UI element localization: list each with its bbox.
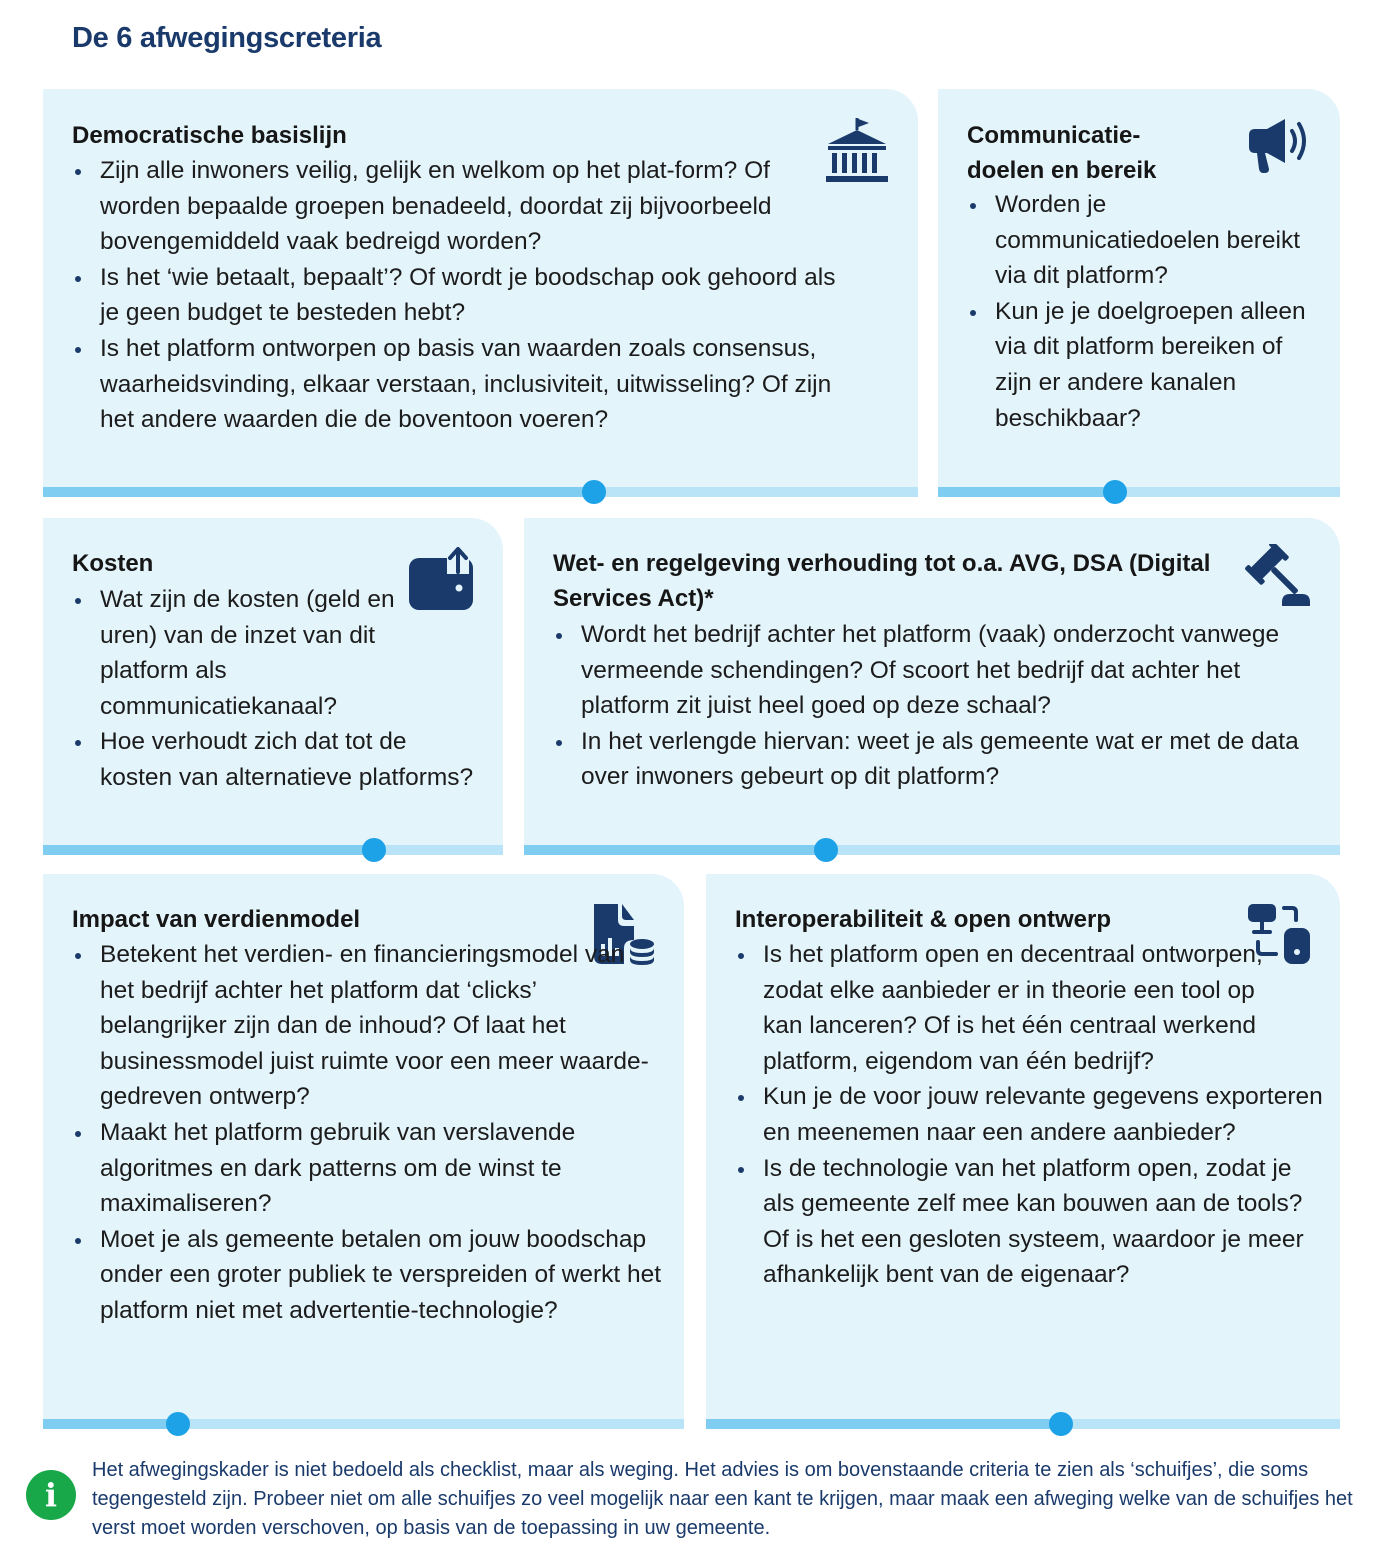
criterion-card-communicatiedoelen	[938, 89, 1340, 497]
card-title: Democratische basislijn	[72, 122, 347, 149]
list-item: Is de technologie van het platform open, zodat je als gemeente zelf mee kan bouwen aan de tools? Of is het een gesloten systeem, waardoor je meer afhankelijk bent van de eigenaar?	[735, 1151, 1325, 1293]
weight-slider[interactable]	[43, 845, 503, 855]
list-item: Kun je je doelgroepen alleen via dit platform bereiken of zijn er andere kanalen beschikbaar?	[967, 294, 1317, 436]
info-icon: i	[26, 1470, 76, 1520]
list-item: Worden je communicatiedoelen bereikt via dit platform?	[967, 187, 1317, 294]
criterion-card-wet-en-regelgeving	[524, 518, 1340, 855]
list-item: Maakt het platform gebruik van verslavende algoritmes en dark patterns om de winst te maximaliseren?	[72, 1115, 662, 1222]
card-bullets	[72, 153, 852, 438]
criterion-card-impact-verdienmodel	[43, 874, 684, 1429]
slider-fill	[524, 845, 826, 855]
weight-slider[interactable]	[43, 487, 918, 497]
card-bullets	[967, 187, 1317, 436]
weight-slider[interactable]	[524, 845, 1340, 855]
list-item: Zijn alle inwoners veilig, gelijk en welkom op het plat-form? Of worden bepaalde groepen benadeeld, doordat zij bijvoorbeeld bovengemiddeld vaak bedreigd worden?	[72, 153, 852, 260]
card-title: Communicatie-doelen en bereik	[967, 122, 1157, 184]
list-item: Wordt het bedrijf achter het platform (vaak) onderzocht vanwege vermeende schendingen? Of scoort het bedrijf dat achter het platform zit juist heel goed op deze schaal?	[553, 617, 1323, 724]
slider-knob[interactable]	[1103, 480, 1127, 504]
list-item: Wat zijn de kosten (geld en uren) van de inzet van dit platform als communicatiekanaal?	[72, 582, 400, 724]
card-title: Kosten	[72, 550, 154, 577]
weight-slider[interactable]	[938, 487, 1340, 497]
slider-fill	[43, 845, 374, 855]
card-title: Impact van verdienmodel	[72, 906, 361, 933]
list-item: Moet je als gemeente betalen om jouw boodschap onder een groter publiek te verspreiden of werkt het platform niet met advertentie-technologie?	[72, 1222, 662, 1329]
page-title: De 6 afwegingscreteria	[72, 22, 382, 54]
gavel-icon	[1244, 544, 1312, 612]
slider-fill	[938, 487, 1115, 497]
slider-knob[interactable]	[166, 1412, 190, 1436]
criterion-card-democratische-basislijn	[43, 89, 918, 497]
card-title: Interoperabiliteit & open ontwerp	[735, 906, 1112, 933]
weight-slider[interactable]	[706, 1419, 1340, 1429]
list-item: In het verlengde hiervan: weet je als gemeente wat er met de data over inwoners gebeurt op dit platform?	[553, 724, 1323, 795]
slider-fill	[43, 487, 594, 497]
criterion-card-kosten	[43, 518, 503, 855]
slider-knob[interactable]	[814, 838, 838, 862]
weight-slider[interactable]	[43, 1419, 684, 1429]
card-bullets	[72, 937, 662, 1329]
list-item: Kun je de voor jouw relevante gegevens exporteren en meenemen naar een andere aanbieder?	[735, 1079, 1325, 1150]
slider-fill	[706, 1419, 1061, 1429]
slider-knob[interactable]	[1049, 1412, 1073, 1436]
list-item: Hoe verhoudt zich dat tot de kosten van alternatieve platforms?	[72, 724, 482, 795]
slider-knob[interactable]	[582, 480, 606, 504]
megaphone-icon	[1243, 111, 1311, 179]
list-item: Betekent het verdien- en financieringsmodel van het bedrijf achter het platform dat ‘clicks’ belangrijker zijn dan de inhoud? Of laat het businessmodel juist ruimte voor een meer waarde-gedreven ontwerp?	[72, 937, 662, 1115]
card-bullets	[553, 617, 1323, 795]
card-bullets	[72, 582, 482, 796]
card-bullets	[735, 937, 1325, 1293]
slider-knob[interactable]	[362, 838, 386, 862]
list-item: Is het platform ontworpen op basis van waarden zoals consensus, waarheidsvinding, elkaar verstaan, inclusiviteit, uitwisseling? Of zijn het andere waarden die de boventoon voeren?	[72, 331, 852, 438]
criterion-card-interoperabiliteit	[706, 874, 1340, 1429]
slider-fill	[43, 1419, 178, 1429]
list-item: Is het ‘wie betaalt, bepaalt’? Of wordt je boodschap ook gehoord als je geen budget te besteden hebt?	[72, 260, 852, 331]
list-item: Is het platform open en decentraal ontworpen, zodat elke aanbieder er in theorie een tool op kan lanceren? Of is het één centraal werkend platform, eigendom van één bedrijf?	[735, 937, 1283, 1079]
card-title: Wet- en regelgeving verhouding tot o.a. AVG, DSA (Digital Services Act)*	[553, 550, 1211, 612]
footnote: Het afwegingskader is niet bedoeld als checklist, maar als weging. Het advies is om bovenstaande criteria te zien als ‘schuifjes’, die soms tegengesteld zijn. Probeer niet om alle schuifjes zo veel mogelijk naar een kant te krijgen, maar maak een afweging welke van de schuifjes het verst moet worden verschoven, op basis van de toepassing in uw gemeente.	[92, 1459, 1353, 1539]
